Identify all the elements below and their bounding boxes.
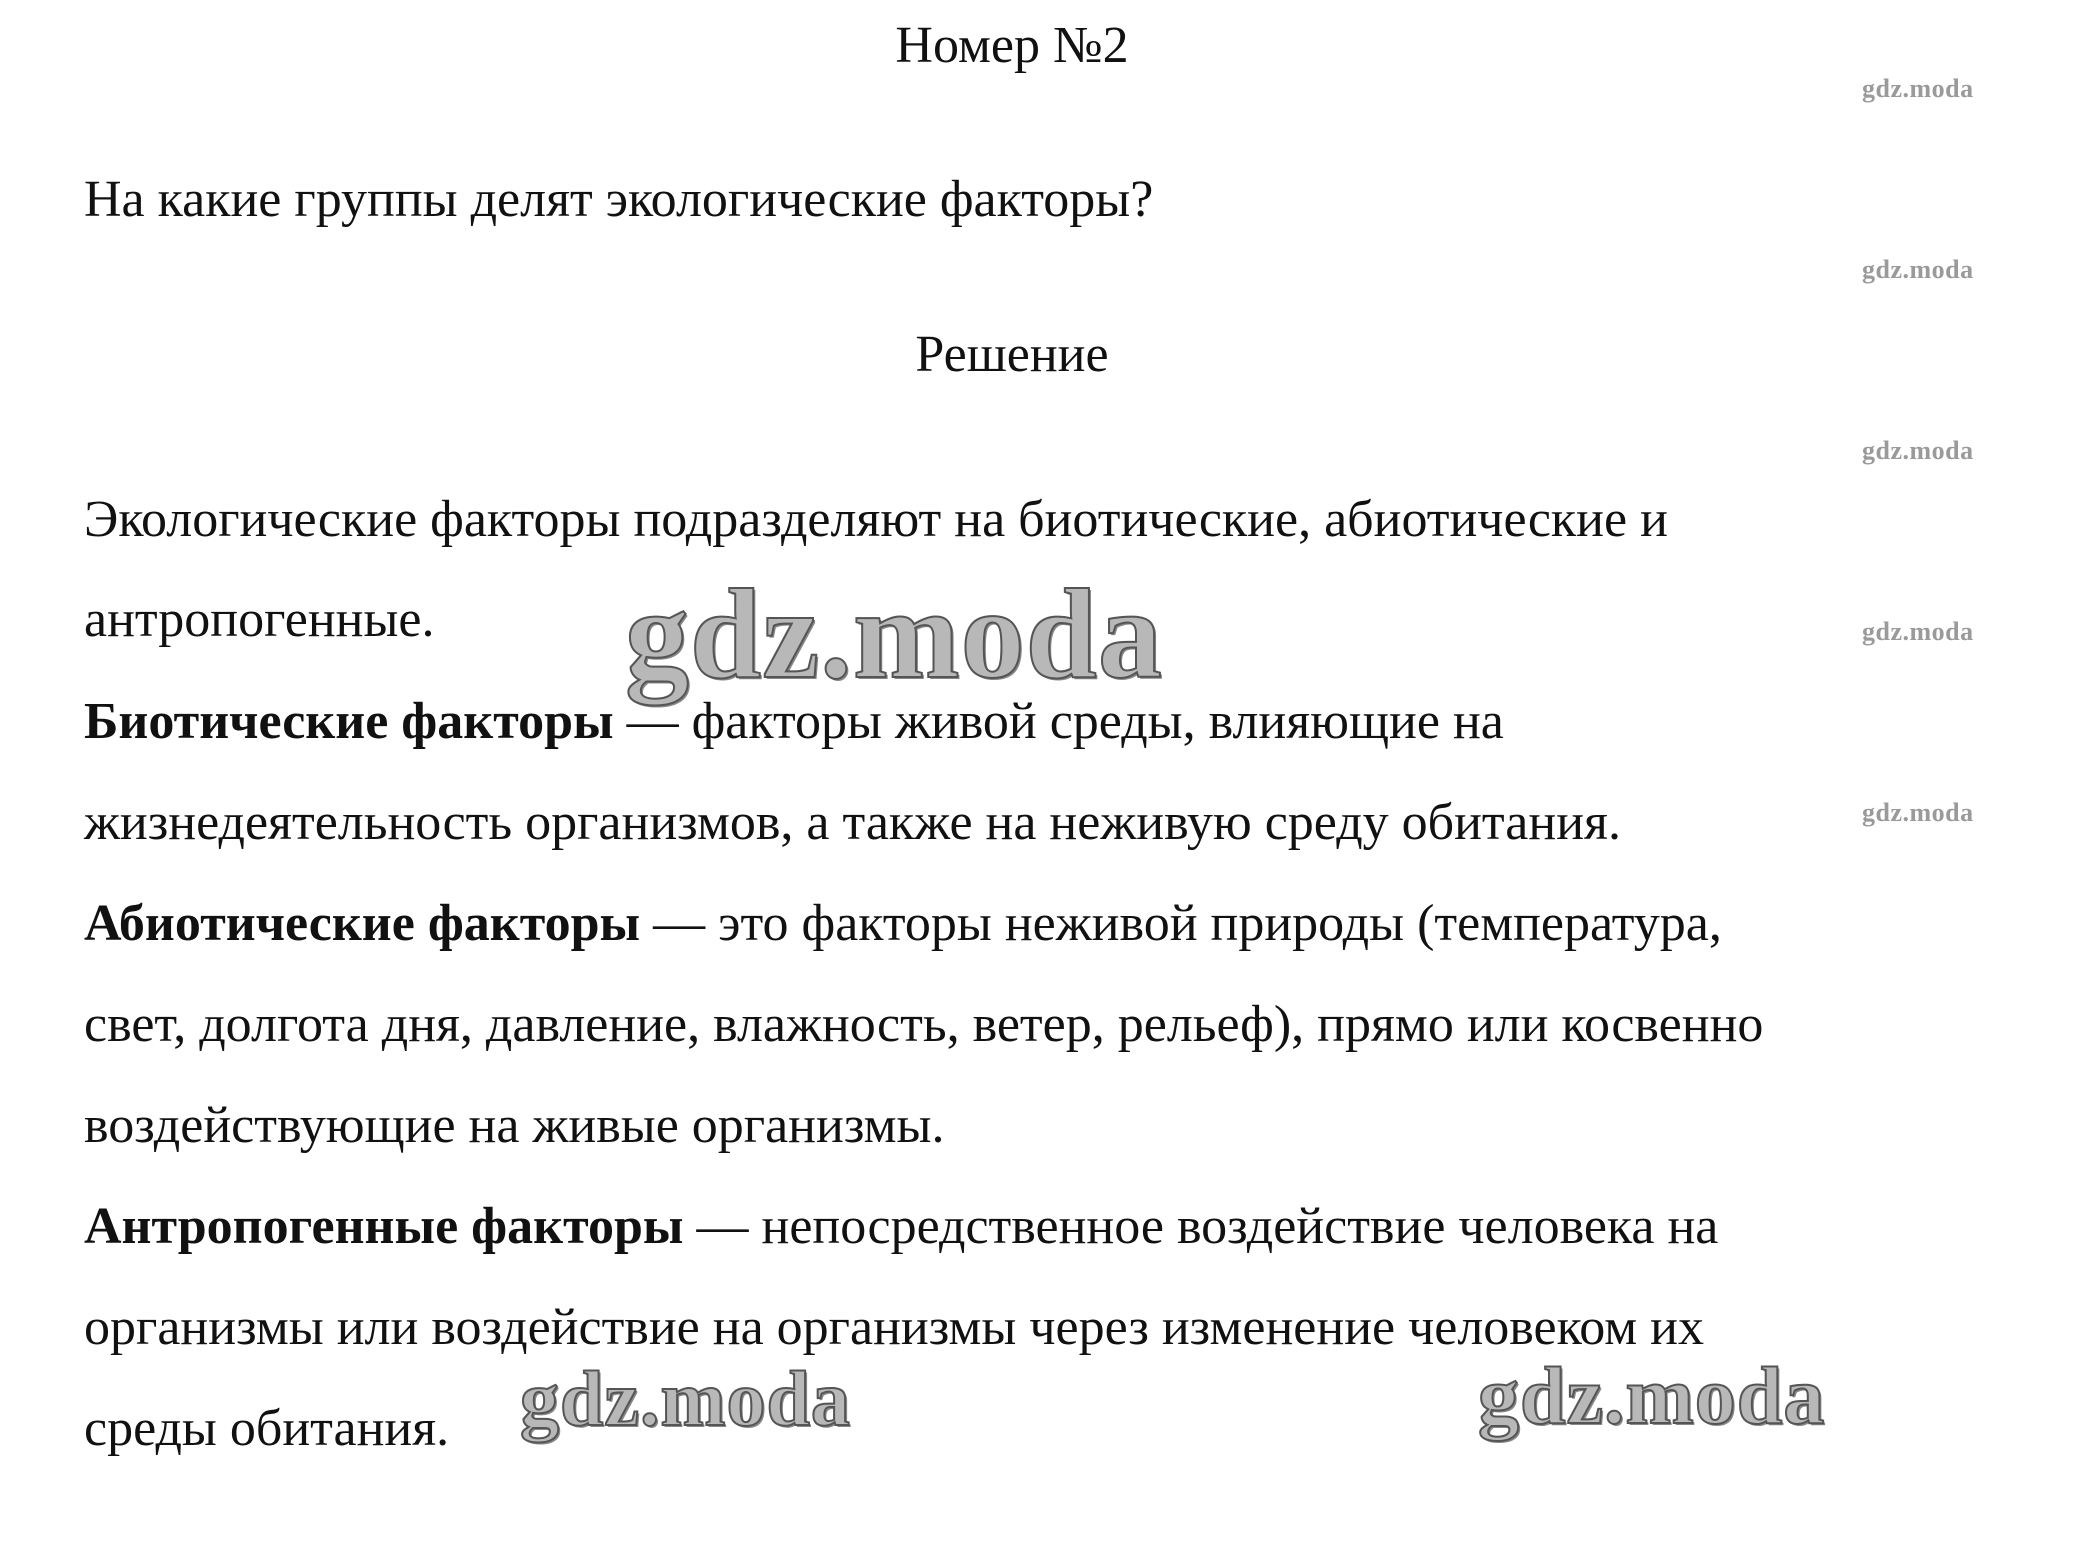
watermark-small-4: gdz.moda [1862,617,1974,646]
anthropogenic-line-3: среды обитания. [84,1400,450,1457]
anthropogenic-definition-start: — непосредственное воздействие человека на [683,1198,1719,1255]
solution-heading: Решение [915,326,1109,383]
biotic-term: Биотические факторы [84,693,614,750]
abiotic-term: Абиотические факторы [84,895,641,952]
biotic-line-2: жизнедеятельность организмов, а также на неживую среду обитания. [84,794,1621,851]
abiotic-definition-start: — это факторы неживой природы (температура, [640,895,1722,952]
question-text: На какие группы делят экологические факторы? [84,171,1154,228]
watermark-small-3: gdz.moda [1862,436,1974,465]
abiotic-line-3: воздействующие на живые организмы. [84,1097,945,1154]
watermark-small-2: gdz.moda [1862,255,1974,284]
watermark-large-1: gdz.moda [625,563,1163,705]
biotic-definition-start: — факторы живой среды, влияющие на [613,693,1504,750]
page-title: Номер №2 [895,17,1129,74]
anthropogenic-term: Антропогенные факторы [84,1198,684,1255]
watermark-large-3: gdz.moda [1478,1350,1826,1441]
watermark-small-1: gdz.moda [1862,74,1974,103]
watermark-small-5: gdz.moda [1862,798,1974,827]
watermark-large-2: gdz.moda [520,1355,851,1442]
abiotic-line-2: свет, долгота дня, давление, влажность, ветер, рельеф), прямо или косвенно [84,996,1764,1053]
intro-line-1: Экологические факторы подразделяют на биотические, абиотические и [84,491,1668,548]
anthropogenic-line-2: организмы или воздействие на организмы через изменение человеком их [84,1299,1704,1356]
intro-line-2: антропогенные. [84,591,435,648]
anthropogenic-line-1 [84,1177,1718,1277]
abiotic-line-1 [84,874,1722,974]
